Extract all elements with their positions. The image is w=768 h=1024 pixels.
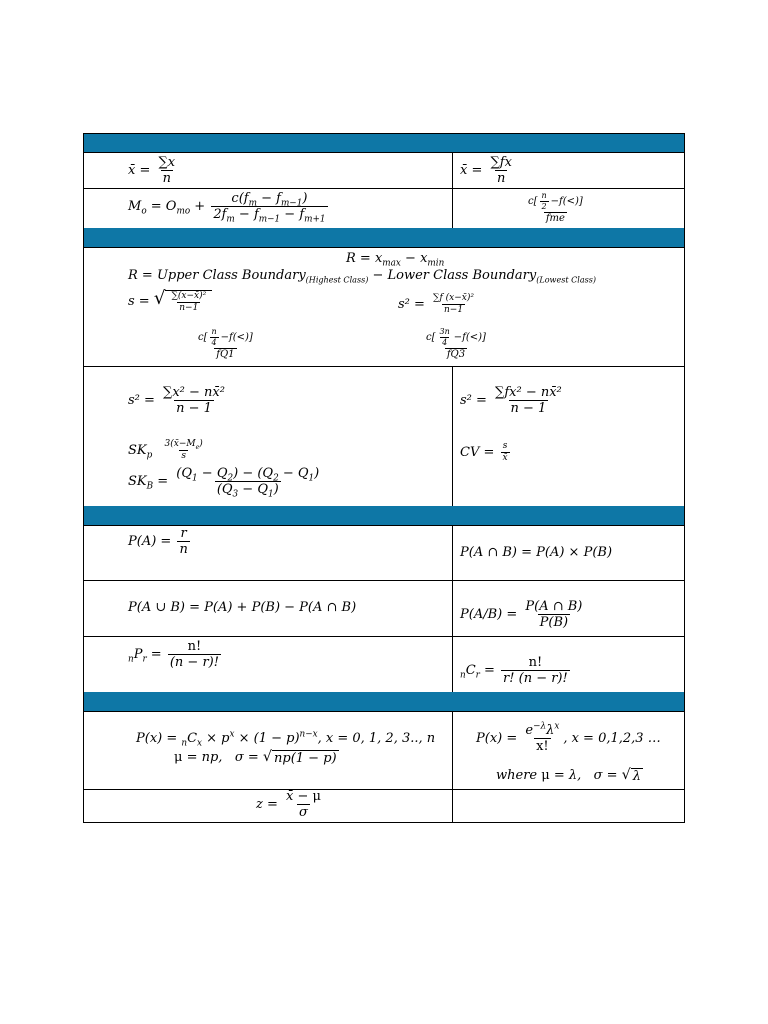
formula-sheet [83, 133, 685, 823]
formula-poisson-params: where μ = λ, σ = √ λ [496, 767, 642, 784]
formula-coef-variation: CV = $\frac{s}{x̄}$ [460, 441, 508, 463]
column-divider [452, 153, 453, 228]
formula-skew-pearson: $SK_p$ $\frac{3(x̄-M_e)}{s}$ [128, 439, 203, 461]
formula-binomial: $P(x) = _nC_x \times p^x \times (1 - p)^{n-x}$, x = 0, 1, 2, 3.., n [136, 729, 436, 749]
row-divider [84, 188, 684, 189]
formula-prob-intersection: P(A ∩ B) = P(A) × P(B) [460, 545, 613, 560]
formula-skew-bowley: $SK_B$ = $\frac{(Q_1 - Q_2) - (Q_2 - Q_1)}{(Q_3 - Q_1)}$ [128, 466, 320, 500]
formula-mean-grouped: x̄ = $\frac{\sum fx}{n}$ [460, 155, 512, 186]
formula-mean-ungrouped: x̄ = $\frac{\sum x}{n}$ [128, 155, 176, 186]
formula-binomial-params: μ = np, σ = √ np(1 − p) [174, 749, 337, 766]
formula-combination: $_nC_r$ = $\frac{n!}{r! (n - r)!}$ [460, 655, 568, 686]
column-divider [452, 526, 453, 692]
formula-variance-short: s² = $\frac{\text{∑x² − nx̄²}}{n - 1}$ [128, 385, 225, 416]
formula-z-score: z = $\frac{x̄ - \mu}{\sigma}$ [256, 789, 321, 820]
column-divider [452, 366, 453, 506]
column-divider [452, 712, 453, 823]
formula-mode: $M_o = O_{mo}$ + $\frac{c(f_m - f_{m-1})}{2f_m - f_{m-1} - f_{m+1}}$ [128, 191, 326, 225]
formula-poisson: P(x) = $\frac{e^{-\lambda}\lambda^x}{x!}$ , x = 0,1,2,3 … [476, 721, 661, 754]
row-divider [84, 366, 684, 367]
formula-q3: c[ $\frac{3n}{4}$ −f(<)] fQ3 [426, 327, 486, 360]
row-divider [84, 636, 684, 637]
formula-permutation: $_nP_r$ = $\frac{n!}{(n - r)!}$ [128, 639, 219, 670]
row-divider [84, 580, 684, 581]
row-divider [84, 789, 684, 790]
formula-prob-classical: P(A) = $\frac{r}{n}$ [128, 526, 188, 557]
formula-range-class: R = Upper Class Boundary$_{(Highest Class)}$ − Lower Class Boundary$_{(Lowest Class)}$ [128, 268, 597, 285]
section-band-distributions [84, 692, 684, 712]
formula-q1: c[ $\frac{n}{4}$ −f(<)] fQ1 [198, 327, 253, 360]
section-band-central-tendency [84, 134, 684, 153]
section-band-dispersion [84, 228, 684, 248]
formula-median: c[ $\frac{n}{2}$ −f(<)] fme [528, 191, 583, 224]
formula-range: $R = x_{max} - x_{min}$ [346, 251, 445, 269]
formula-std-dev: s = √ $\frac{\text{∑(x−x̄)²}}{n-1}$ [128, 290, 212, 313]
section-band-probability [84, 506, 684, 526]
formula-prob-union: P(A ∪ B) = P(A) + P(B) − P(A ∩ B) [128, 600, 357, 615]
formula-variance-short-grouped: s² = $\frac{\text{∑fx² − nx̄²}}{n - 1}$ [460, 385, 562, 416]
formula-prob-conditional: P(A/B) = $\frac{P(A \cap B)}{P(B)}$ [460, 599, 583, 630]
formula-variance-grouped: s² = $\frac{\text{∑f (x−x̄)²}}{n-1}$ [398, 293, 474, 315]
